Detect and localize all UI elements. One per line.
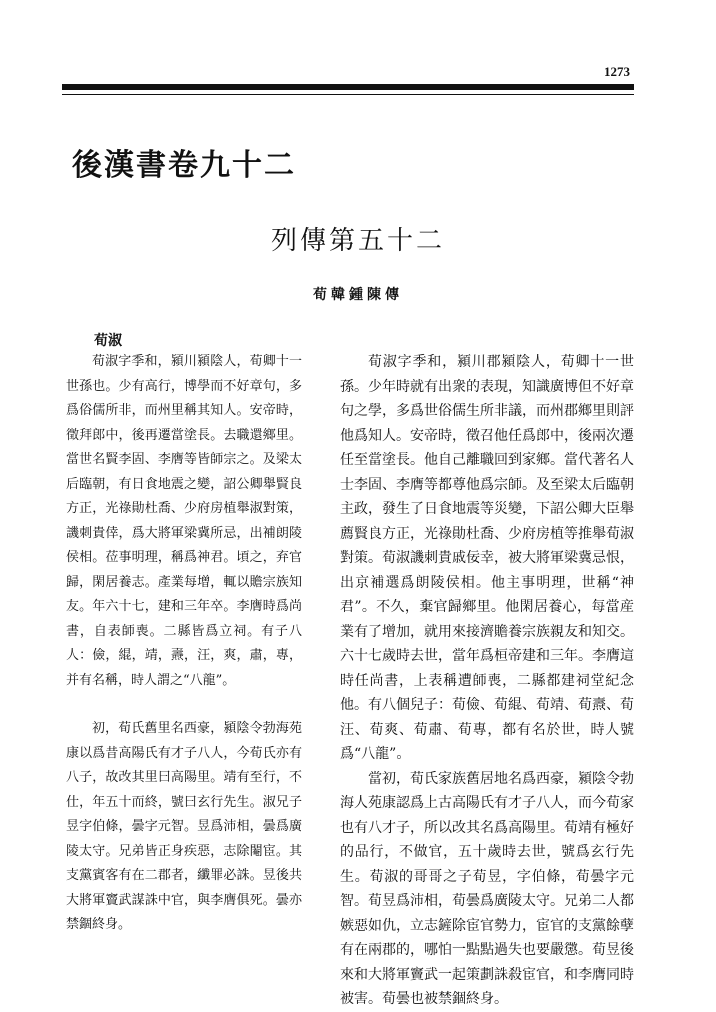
classical-text-column: [66, 350, 302, 938]
translation-paragraph-2: 當初，荀氏家族舊居地名爲西豪，潁陰令勃海人苑康認爲上古高陽氏有才子八人，而今荀家也有八才子，所以改其名爲高陽里。荀靖有極好的品行，不做官，五十歲時去世，號爲玄行先生。荀淑的哥哥之子荀昱，字伯條，荀曇字元智。荀昱爲沛相，荀曇爲廣陵太守。兄弟二人都嫉惡如仇，立志鏟除宦官勢力，宦官的支黨餘孽有在兩郡的，哪怕一點點過失也要嚴懲。荀昱後來和大將軍竇武一起策劃誅殺宦官，和李膺同時被害。荀曇也被禁錮終身。: [340, 770, 634, 1007]
classical-paragraph-1: 荀淑字季和，潁川潁陰人，荀卿十一世孫也。少有高行，博學而不好章句，多爲俗儒所非，而州里稱其知人。安帝時，徵拜郎中，後再遷當塗長。去職還鄉里。當世名賢李固、李膺等皆師宗之。及梁太后臨朝，有日食地震之變，詔公卿舉賢良方正，光祿勛杜喬、少府房植舉淑對策，譏刺貴倖，爲大將軍梁冀所忌，出補朗陵侯相。莅事明理，稱爲神君。頃之，弃官歸，閑居養志。產業每增，輒以贍宗族知友。年六十七，建和三年卒。李膺時爲尚書，自表師喪。二縣皆爲立祠。有子八人：儉，緄，靖，燾，汪，爽，肅，專，并有名稱，時人謂之“八龍”。: [66, 354, 302, 688]
section-heading: 荀淑: [94, 333, 122, 349]
translation-paragraph-1: 荀淑字季和，潁川郡潁陰人，荀卿十一世孫。少年時就有出衆的表現，知識廣博但不好章句之學，多爲世俗儒生所非議，而州郡鄉里則評他爲知人。安帝時，徵召他任爲郎中，後兩次遷任至當塗長。他自己離職回到家鄉。當代著名人士李固、李膺等都尊他爲宗師。及至梁太后臨朝主政，發生了日食地震等災變，下詔公卿大臣舉薦賢良方正，光祿勛杜喬、少府房植等推舉荀淑對策。荀淑譏刺貴戚佞幸，被大將軍梁冀忌恨，出京補選爲朗陵侯相。他主事明理，世稱“神君”。不久，棄官歸鄉里。他閑居養心，每當産業有了增加，就用來接濟贍養宗族親友和知交。六十七歲時去世，當年爲桓帝建和三年。李膺這時任尚書，上表稱遭師喪，二縣都建祠堂紀念他。有八個兒子：荀儉、荀緄、荀靖、荀燾、荀汪、荀爽、荀肅、荀專，都有名於世，時人號爲“八龍”。: [340, 354, 634, 762]
chapter-title: 列傳第五十二: [270, 226, 445, 256]
chapter-subtitle: 荀韓鍾陳傳: [313, 287, 403, 303]
header-rule-thick: [62, 84, 634, 90]
page-number: 1273: [604, 64, 630, 79]
book-title: 後漢書卷九十二: [72, 148, 296, 183]
classical-paragraph-2: 初，荀氏舊里名西豪，潁陰令勃海苑康以爲昔高陽氏有才子八人，今荀氏亦有八子，故改其里曰高陽里。靖有至行，不仕，年五十而終，號曰玄行先生。淑兄子昱字伯條，曇字元智。昱爲沛相，曇爲廣陵太守。兄弟皆正身疾惡，志除閹宦。其支黨賓客有在二郡者，纖罪必誅。昱後共大將軍竇武謀誅中官，與李膺俱死。曇亦禁錮終身。: [66, 721, 302, 932]
translation-text-column: [340, 350, 634, 1012]
header-rule-thin: [62, 94, 634, 95]
